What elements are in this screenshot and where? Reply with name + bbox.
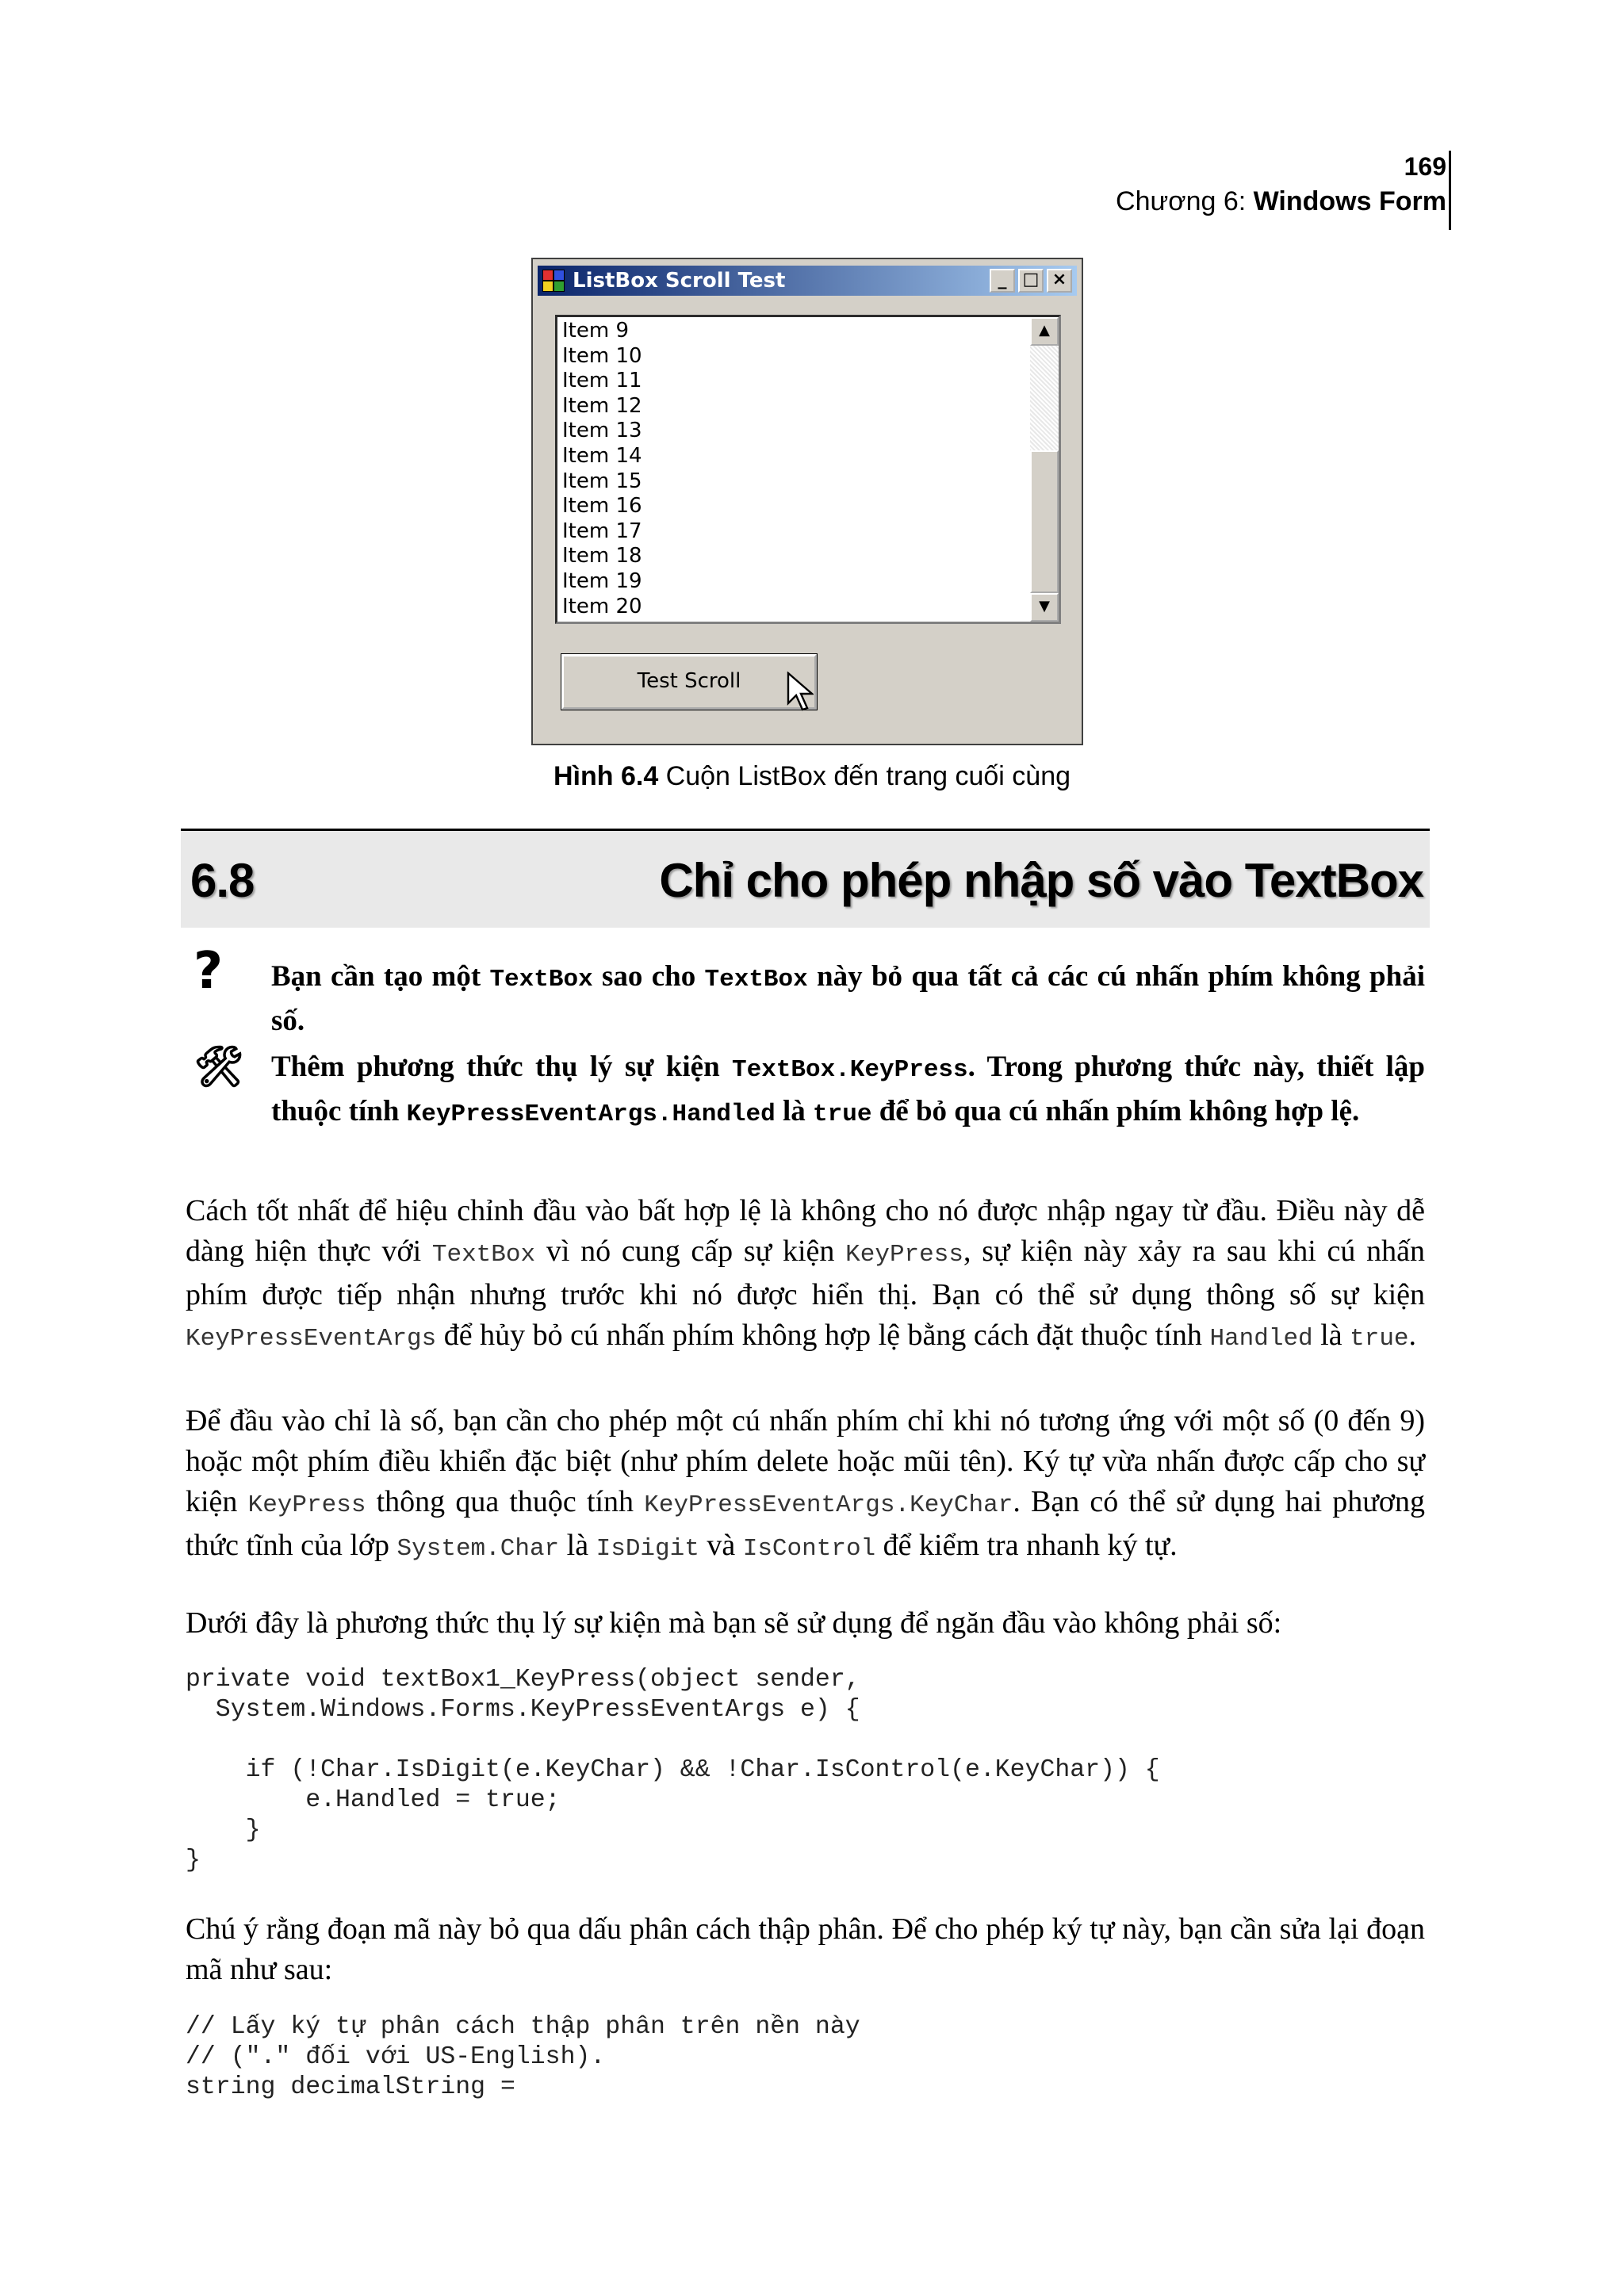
code-block-2: // Lấy ký tự phân cách thập phân trên nền này // ("." đối với US-English). string decimalString = bbox=[186, 2013, 860, 2101]
mouse-cursor-icon bbox=[787, 672, 814, 713]
page-number: 169 bbox=[1404, 152, 1446, 181]
list-item[interactable]: Item 17 bbox=[562, 519, 642, 543]
header-rule bbox=[1449, 151, 1451, 230]
figure-caption-text: Cuộn ListBox đến trang cuối cùng bbox=[658, 761, 1071, 791]
page-header bbox=[1116, 151, 1446, 220]
body-paragraph-1: Cách tốt nhất để hiệu chỉnh đầu vào bất hợp lệ là không cho nó được nhập ngay từ đầu. Điều này dễ dàng hiện thực với TextBox vì nó cung cấp sự kiện KeyPress, sự kiện này xảy ra sau khi cú nhấn phím được tiếp nhận nhưng trước khi nó được hiển thị. Bạn có thể sử dụng thông số sự kiện KeyPressEventArgs để hủy bỏ cú nhấn phím không hợp lệ bằng cách đặt thuộc tính Handled là true. bbox=[186, 1194, 1425, 1353]
vertical-scrollbar[interactable] bbox=[1030, 317, 1059, 622]
chapter-title: Windows Form bbox=[1253, 186, 1446, 216]
scroll-down-arrow-icon[interactable]: ▼ bbox=[1030, 593, 1059, 622]
app-icon bbox=[542, 270, 566, 292]
section-title: Chỉ cho phép nhập số vào TextBox bbox=[659, 854, 1423, 907]
body-paragraph-2: Để đầu vào chỉ là số, bạn cần cho phép một cú nhấn phím chỉ khi nó tương ứng với một số (0 đến 9) hoặc một phím điều khiển đặc biệt (như phím delete hoặc mũi tên). Ký tự vừa nhấn được cấp cho sự kiện KeyPress thông qua thuộc tính KeyPressEventArgs.KeyChar. Bạn có thể sử dụng hai phương thức tĩnh của lớp System.Char là IsDigit và IsControl để kiểm tra nhanh ký tự. bbox=[186, 1404, 1425, 1563]
minimize-button[interactable]: _ bbox=[990, 269, 1015, 293]
chapter-line bbox=[1116, 182, 1446, 220]
tools-icon: 🛠 bbox=[193, 1043, 244, 1089]
list-item[interactable]: Item 20 bbox=[562, 594, 642, 618]
list-item[interactable]: Item 14 bbox=[562, 443, 642, 468]
list-item[interactable]: Item 11 bbox=[562, 369, 642, 393]
problem-text: Bạn cần tạo một TextBox sao cho TextBox này bỏ qua tất cả các cú nhấn phím không phải số. bbox=[271, 960, 1425, 1037]
listbox[interactable] bbox=[555, 315, 1061, 624]
list-item[interactable]: Item 12 bbox=[562, 393, 642, 418]
list-item[interactable]: Item 19 bbox=[562, 568, 642, 593]
solution-text: Thêm phương thức thụ lý sự kiện TextBox.KeyPress. Trong phương thức này, thiết lập thuộc tính KeyPressEventArgs.Handled là true để bỏ qua cú nhấn phím không hợp lệ. bbox=[271, 1051, 1425, 1128]
window-titlebar[interactable] bbox=[538, 266, 1077, 296]
test-scroll-button[interactable]: Test Scroll bbox=[561, 654, 817, 710]
chapter-prefix: Chương 6: bbox=[1116, 186, 1254, 216]
section-number: 6.8 bbox=[190, 854, 255, 907]
list-item[interactable]: Item 16 bbox=[562, 494, 642, 519]
listbox-window bbox=[531, 258, 1083, 745]
close-button[interactable]: × bbox=[1047, 269, 1072, 293]
maximize-button[interactable]: □ bbox=[1018, 269, 1044, 293]
body-paragraph-4: Chú ý rằng đoạn mã này bỏ qua dấu phân cách thập phân. Để cho phép ký tự này, bạn cần sửa lại đoạn mã như sau: bbox=[186, 1912, 1425, 1986]
figure-caption-label: Hình 6.4 bbox=[553, 761, 659, 791]
window-title: ListBox Scroll Test bbox=[573, 269, 786, 293]
section-heading bbox=[181, 829, 1430, 928]
list-item[interactable]: Item 18 bbox=[562, 544, 642, 568]
list-item[interactable]: Item 10 bbox=[562, 343, 642, 368]
listbox-items bbox=[562, 319, 642, 619]
list-item[interactable]: Item 13 bbox=[562, 419, 642, 443]
list-item[interactable]: Item 15 bbox=[562, 469, 642, 493]
scroll-up-arrow-icon[interactable]: ▲ bbox=[1030, 317, 1059, 346]
list-item[interactable]: Item 9 bbox=[562, 319, 629, 343]
figure-caption bbox=[0, 761, 1624, 792]
body-paragraph-3: Dưới đây là phương thức thụ lý sự kiện mà bạn sẽ sử dụng để ngăn đầu vào không phải số: bbox=[186, 1606, 1282, 1640]
code-block-1: private void textBox1_KeyPress(object sender, System.Windows.Forms.KeyPressEventArgs e) { if (!Char.IsDigit(e.KeyChar) && !Char.IsControl(e.KeyChar)) { e.Handled = true; } } bbox=[186, 1666, 1160, 1874]
question-icon: ? bbox=[193, 942, 224, 1001]
scrollbar-thumb[interactable] bbox=[1030, 450, 1059, 593]
